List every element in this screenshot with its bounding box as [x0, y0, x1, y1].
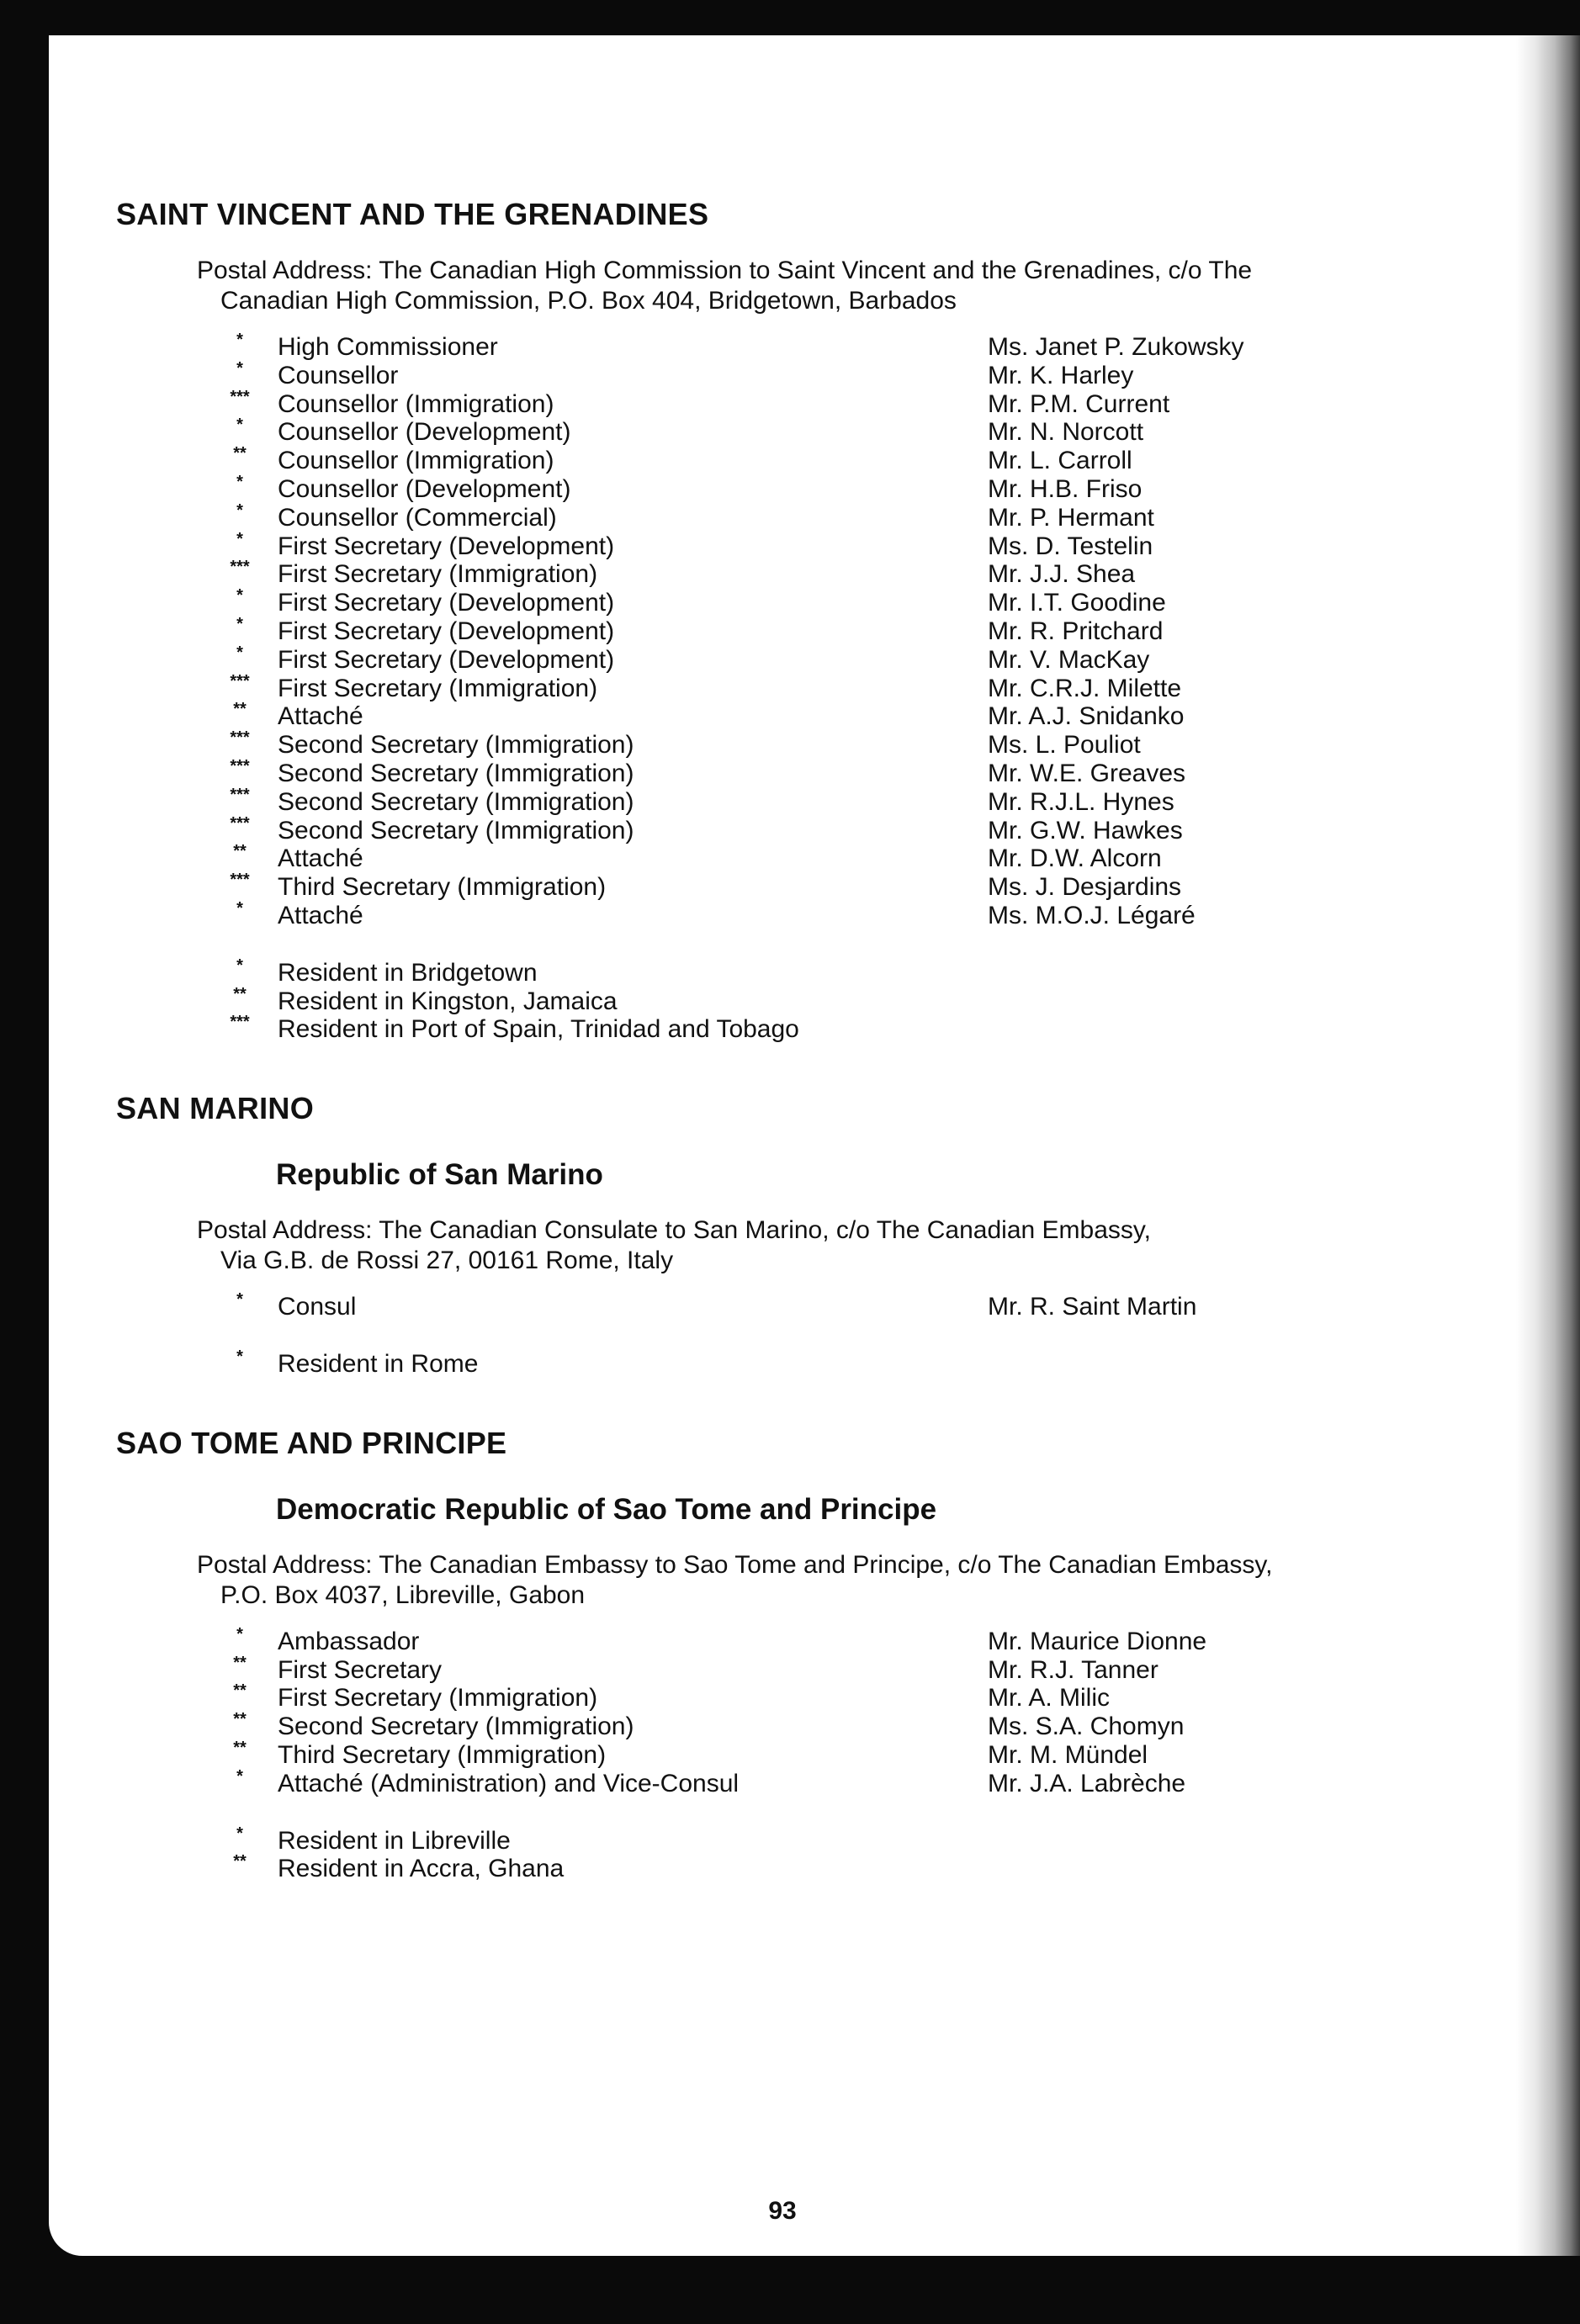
residence-marker: *	[236, 956, 243, 975]
residence-marker: **	[233, 444, 247, 463]
residence-marker: ***	[230, 387, 250, 406]
staff-name: Mr. G.W. Hawkes	[988, 816, 1183, 844]
staff-position: Attaché	[278, 702, 363, 731]
section-saint-vincent	[116, 197, 1462, 1044]
staff-row	[116, 785, 1462, 817]
postal-line-1: Postal Address: The Canadian Consulate to San Marino, c/o The Canadian Embassy,	[197, 1216, 1151, 1245]
residence-marker: *	[236, 500, 243, 520]
note-row	[116, 956, 1462, 987]
staff-position: Counsellor (Immigration)	[278, 447, 554, 475]
staff-row	[116, 500, 1462, 532]
staff-name: Mr. P. Hermant	[988, 503, 1154, 532]
residence-marker: *	[236, 1766, 243, 1786]
note-text: Resident in Bridgetown	[278, 958, 538, 987]
staff-row	[116, 873, 1462, 902]
residence-marker: *	[236, 1624, 243, 1644]
residence-notes	[116, 1824, 1462, 1884]
country-heading: SAO TOME AND PRINCIPE	[116, 1425, 507, 1460]
country-heading: SAINT VINCENT AND THE GRENADINES	[116, 197, 709, 231]
staff-position: High Commissioner	[278, 333, 498, 361]
residence-marker: ***	[230, 756, 250, 776]
residence-marker: ***	[230, 671, 250, 691]
staff-position: Counsellor (Immigration)	[278, 389, 554, 418]
staff-position: First Secretary (Development)	[278, 617, 615, 645]
postal-address	[197, 1215, 1375, 1276]
section-san-marino	[116, 1091, 1462, 1379]
document-page	[49, 35, 1516, 2256]
staff-name: Mr. C.R.J. Milette	[988, 674, 1182, 702]
staff-name: Mr. H.B. Friso	[988, 474, 1143, 503]
staff-row	[116, 444, 1462, 475]
residence-marker: **	[233, 842, 247, 861]
residence-notes	[116, 1347, 1462, 1379]
staff-row	[116, 358, 1462, 390]
staff-name: Mr. A. Milic	[988, 1684, 1111, 1713]
staff-name: Mr. M. Mündel	[988, 1740, 1148, 1769]
staff-name: Mr. Maurice Dionne	[988, 1627, 1207, 1655]
postal-line-1: Postal Address: The Canadian High Commission to Saint Vincent and the Grenadines, c/o The	[197, 257, 1253, 284]
staff-position: Counsellor (Development)	[278, 418, 571, 447]
staff-row	[116, 560, 1462, 589]
staff-name: Ms. J. Desjardins	[988, 873, 1182, 902]
staff-position: Counsellor (Commercial)	[278, 503, 557, 532]
staff-row	[116, 1738, 1462, 1770]
residence-notes	[116, 956, 1462, 1044]
residence-marker: *	[236, 1347, 243, 1366]
staff-name: Mr. L. Carroll	[988, 447, 1132, 475]
staff-row	[116, 333, 1462, 362]
staff-row	[116, 472, 1462, 504]
staff-position: Second Secretary (Immigration)	[278, 787, 634, 816]
postal-line-2: Via G.B. de Rossi 27, 00161 Rome, Italy	[220, 1247, 674, 1275]
residence-marker: ***	[230, 558, 250, 577]
residence-marker: *	[236, 898, 243, 918]
staff-name: Ms. M.O.J. Légaré	[988, 901, 1196, 929]
residence-marker: *	[236, 586, 243, 606]
staff-row	[116, 756, 1462, 788]
staff-row	[116, 1653, 1462, 1685]
staff-row	[116, 1290, 1462, 1321]
residence-marker: **	[233, 1852, 247, 1871]
staff-name: Mr. R.J.L. Hynes	[988, 787, 1174, 816]
residence-marker: *	[236, 614, 243, 633]
note-text: Resident in Libreville	[278, 1826, 511, 1855]
note-text: Resident in Accra, Ghana	[278, 1855, 565, 1883]
residence-marker: *	[236, 472, 243, 491]
note-text: Resident in Port of Spain, Trinidad and Tobago	[278, 1015, 799, 1044]
staff-list	[116, 1290, 1462, 1321]
staff-name: Mr. R. Pritchard	[988, 617, 1164, 645]
residence-marker: **	[233, 1710, 247, 1729]
note-row	[116, 1015, 1462, 1044]
staff-row	[116, 1766, 1462, 1798]
residence-marker: ***	[230, 728, 250, 748]
residence-marker: *	[236, 1824, 243, 1843]
staff-row	[116, 614, 1462, 646]
residence-marker: ***	[230, 785, 250, 804]
residence-marker: ***	[230, 813, 250, 833]
staff-name: Mr. R.J. Tanner	[988, 1655, 1158, 1684]
staff-name: Mr. R. Saint Martin	[988, 1293, 1197, 1321]
staff-position: Third Secretary (Immigration)	[278, 1740, 607, 1769]
residence-marker: **	[233, 1738, 247, 1757]
staff-list	[116, 333, 1462, 930]
staff-row	[116, 813, 1462, 845]
residence-marker: ***	[230, 1013, 250, 1032]
staff-position: First Secretary (Development)	[278, 532, 615, 560]
staff-row	[116, 1710, 1462, 1741]
staff-row	[116, 1681, 1462, 1713]
postal-address	[197, 256, 1375, 316]
country-heading: SAN MARINO	[116, 1091, 314, 1126]
staff-row	[116, 387, 1462, 419]
note-row	[116, 1852, 1462, 1883]
section-sao-tome	[116, 1426, 1462, 1883]
residence-marker: **	[233, 984, 247, 1003]
staff-row	[116, 844, 1462, 873]
staff-position: First Secretary	[278, 1655, 443, 1684]
staff-row	[116, 643, 1462, 675]
staff-name: Ms. Janet P. Zukowsky	[988, 333, 1244, 361]
country-official-name: Republic of San Marino	[276, 1158, 603, 1192]
staff-row	[116, 529, 1462, 561]
postal-line-2: Canadian High Commission, P.O. Box 404, Bridgetown, Barbados	[220, 287, 957, 315]
staff-position: First Secretary (Immigration)	[278, 1684, 598, 1713]
staff-position: First Secretary (Immigration)	[278, 674, 598, 702]
residence-marker: *	[236, 416, 243, 435]
staff-name: Mr. P.M. Current	[988, 389, 1170, 418]
note-row	[116, 1347, 1462, 1379]
residence-marker: **	[233, 1681, 247, 1701]
note-text: Resident in Kingston, Jamaica	[278, 987, 618, 1015]
staff-name: Mr. W.E. Greaves	[988, 759, 1186, 787]
staff-position: Second Secretary (Immigration)	[278, 759, 634, 787]
staff-row	[116, 418, 1462, 447]
staff-position: First Secretary (Development)	[278, 589, 615, 617]
postal-line-2: P.O. Box 4037, Libreville, Gabon	[220, 1580, 586, 1609]
staff-name: Mr. N. Norcott	[988, 418, 1144, 447]
staff-position: Counsellor (Development)	[278, 474, 571, 503]
residence-marker: *	[236, 1290, 243, 1310]
country-official-name: Democratic Republic of Sao Tome and Principe	[276, 1492, 937, 1526]
page-content	[116, 161, 1462, 1883]
residence-marker: ***	[230, 871, 250, 890]
staff-name: Ms. L. Pouliot	[988, 731, 1141, 760]
staff-position: Second Secretary (Immigration)	[278, 731, 634, 760]
staff-list	[116, 1624, 1462, 1798]
staff-name: Mr. K. Harley	[988, 361, 1134, 389]
staff-name: Mr. A.J. Snidanko	[988, 702, 1185, 731]
staff-position: Attaché	[278, 844, 363, 873]
staff-row	[116, 1624, 1462, 1656]
staff-position: Ambassador	[278, 1627, 420, 1655]
staff-name: Mr. J.J. Shea	[988, 560, 1136, 589]
page-number: 93	[768, 2197, 797, 2225]
staff-position: Consul	[278, 1293, 357, 1321]
book-page-edge	[1516, 35, 1580, 2256]
staff-position: Third Secretary (Immigration)	[278, 873, 607, 902]
staff-position: Counsellor	[278, 361, 399, 389]
residence-marker: **	[233, 1653, 247, 1672]
note-row	[116, 1824, 1462, 1855]
staff-position: Attaché	[278, 901, 363, 929]
staff-name: Mr. I.T. Goodine	[988, 589, 1166, 617]
staff-position: Second Secretary (Immigration)	[278, 1713, 634, 1741]
staff-name: Ms. D. Testelin	[988, 532, 1153, 560]
postal-line-1: Postal Address: The Canadian Embassy to Sao Tome and Principe, c/o The Canadian Embassy,	[197, 1550, 1273, 1579]
residence-marker: *	[236, 529, 243, 548]
staff-name: Mr. J.A. Labrèche	[988, 1769, 1186, 1797]
staff-position: Second Secretary (Immigration)	[278, 816, 634, 844]
residence-marker: **	[233, 700, 247, 719]
residence-marker: *	[236, 358, 243, 378]
postal-address	[197, 1550, 1375, 1611]
staff-name: Mr. V. MacKay	[988, 645, 1150, 674]
staff-position: Attaché (Administration) and Vice-Consul	[278, 1769, 740, 1797]
staff-position: First Secretary (Development)	[278, 645, 615, 674]
staff-row	[116, 671, 1462, 703]
residence-marker: *	[236, 643, 243, 662]
note-row	[116, 984, 1462, 1016]
residence-marker: *	[236, 331, 243, 349]
staff-row	[116, 898, 1462, 930]
staff-row	[116, 728, 1462, 760]
staff-row	[116, 702, 1462, 731]
staff-position: First Secretary (Immigration)	[278, 560, 598, 589]
staff-name: Mr. D.W. Alcorn	[988, 844, 1162, 873]
note-text: Resident in Rome	[278, 1349, 479, 1378]
staff-row	[116, 586, 1462, 617]
staff-name: Ms. S.A. Chomyn	[988, 1713, 1185, 1741]
